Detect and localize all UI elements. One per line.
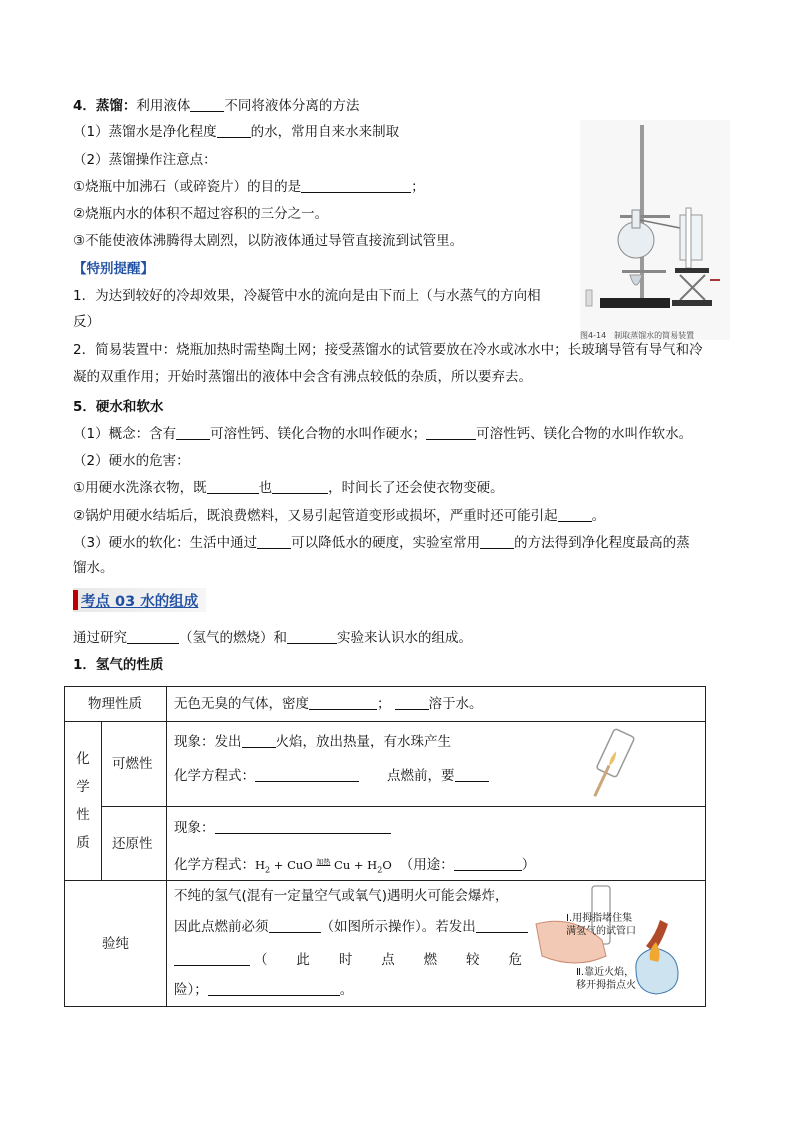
text: （1）蒸馏水是净化程度 [73, 124, 217, 140]
blank[interactable] [217, 123, 251, 138]
text: 点燃前，要 [387, 768, 455, 784]
text: 。 [339, 982, 354, 998]
blank[interactable] [215, 819, 391, 834]
text: ，时间长了还会使衣物变硬。 [328, 480, 504, 496]
text: 的水，常用自来水来制取 [250, 124, 400, 140]
blank[interactable] [269, 918, 321, 933]
sec5-title: 5．硬水和软水 [73, 399, 164, 415]
text: 可溶性钙、镁化合物的水叫作硬水； [210, 426, 427, 442]
blank[interactable] [174, 951, 250, 966]
blank[interactable] [558, 507, 592, 522]
hydrogen-burning-figure [580, 728, 642, 804]
char: 性 [76, 807, 90, 823]
subscript: 2 [265, 865, 271, 875]
text: 的方法得到净化程度最高的蒸 [514, 535, 690, 551]
char: 较 [466, 952, 480, 968]
text: 现象： [174, 820, 215, 836]
spaced-text [254, 950, 522, 970]
char: 时 [338, 952, 353, 968]
char: 化 [76, 751, 90, 767]
text: H [255, 858, 266, 872]
sec4-p2: （2）蒸馏操作注意点： [73, 152, 217, 168]
text: 现象：发出 [174, 734, 242, 750]
blank[interactable] [190, 97, 224, 112]
blank[interactable] [287, 629, 337, 644]
blank[interactable] [455, 767, 489, 782]
text: 移开拇指点火 [576, 980, 636, 991]
purity-line1: 不纯的氢气(混有一定量空气或氧气)遇明火可能会爆炸， [174, 888, 509, 904]
text: 可溶性钙、镁化合物的水叫作软水。 [476, 426, 693, 442]
tip2-a: 2．简易装置中：烧瓶加热时需垫陶土网；接受蒸馏水的试管要放在冷水或冰水中；长玻璃导管有导气和冷 [73, 342, 703, 358]
char: 燃 [423, 952, 438, 968]
row-reduction-head: 还原性 [112, 836, 153, 852]
combustibility-phenomenon [174, 732, 451, 752]
text: 化学方程式： [174, 768, 255, 784]
text: 因此点燃前必须 [174, 919, 269, 935]
kp03-sub1: 1．氢气的性质 [73, 657, 164, 673]
purity-line2 [174, 917, 528, 937]
text: Cu + H [330, 858, 378, 872]
text: 溶于水。 [428, 696, 483, 712]
sec5-c3 [73, 478, 504, 498]
sec5-c2: （2）硬水的危害： [73, 453, 190, 469]
char: （ [254, 952, 268, 968]
row-physical-head: 物理性质 [88, 696, 142, 712]
tip1-b: 反） [73, 314, 100, 330]
kp03-intro [73, 628, 472, 648]
text: + CuO [270, 858, 317, 872]
text: 险）； [174, 982, 208, 998]
text: 化学方程式： [174, 857, 255, 873]
text: 。 [591, 508, 606, 524]
sec4-title-text-a: 利用液体 [136, 98, 191, 114]
text: ； [377, 696, 391, 712]
text: 火焰，放出热量，有水珠产生 [275, 734, 451, 750]
chem-props-label [73, 745, 93, 857]
table-col-line [101, 721, 102, 880]
text: 满氢气的试管口 [566, 926, 636, 937]
text: 通过研究 [73, 630, 127, 646]
tip1-a: 1．为达到较好的冷却效果，冷凝管中水的流向是由下而上（与水蒸气的方向相 [73, 288, 541, 304]
text: Ⅰ.用拇指堵住集 [566, 913, 633, 924]
kp03-heading [73, 588, 206, 612]
sec5-c1 [73, 424, 692, 444]
blank[interactable] [309, 695, 377, 710]
text: ； [411, 179, 425, 195]
sec4-p3 [73, 177, 425, 197]
blank[interactable] [257, 534, 291, 549]
text: ②锅炉用硬水结垢后，既浪费燃料，又易引起管道变形或损坏，严重时还可能引起 [73, 508, 558, 524]
tip2-b: 凝的双重作用；开始时蒸馏出的液体中会含有沸点较低的杂质，所以要弃去。 [73, 369, 532, 385]
sec4-title: 4．蒸馏： [73, 98, 137, 114]
figure-caption: 图4-14 制取蒸馏水的简易装置 [580, 331, 695, 340]
text: 无色无臭的气体，密度 [174, 696, 309, 712]
blank[interactable] [127, 629, 179, 644]
text: 可以降低水的硬度，实验室常用 [291, 535, 481, 551]
char: 点 [381, 952, 395, 968]
purity-line4 [174, 980, 353, 1000]
char: 危 [508, 952, 522, 968]
subscript: 2 [377, 865, 383, 875]
sec5-c5-cont: 馏水。 [73, 560, 114, 576]
reduction-phenomenon [174, 818, 391, 838]
kp03-bar [73, 590, 78, 610]
text: （用途： [399, 857, 454, 873]
reaction-condition: 加热 [316, 858, 331, 866]
text: O [382, 858, 392, 872]
table-row-line [64, 721, 705, 722]
blank[interactable] [208, 981, 340, 996]
distillation-apparatus-figure [580, 120, 730, 340]
equation [255, 858, 392, 875]
text: （氢气的燃烧）和 [179, 630, 287, 646]
blank[interactable] [242, 733, 276, 748]
blank[interactable] [426, 425, 476, 440]
sec4-p4: ②烧瓶内水的体积不超过容积的三分之一。 [73, 206, 329, 222]
blank[interactable] [301, 178, 411, 193]
tip-title: 【特别提醒】 [73, 261, 154, 277]
sec4-title-text-b: 不同将液体分离的方法 [224, 98, 360, 114]
row-combustibility-head: 可燃性 [112, 756, 153, 772]
blank[interactable] [176, 425, 210, 440]
sec4-p5: ③不能使液体沸腾得太剧烈，以防液体通过导管直接流到试管里。 [73, 233, 464, 249]
blank[interactable] [480, 534, 514, 549]
blank[interactable] [476, 918, 528, 933]
text: 也 [258, 480, 273, 496]
char: 此 [296, 952, 310, 968]
text: （1）概念：含有 [73, 426, 177, 442]
row-purity-head: 验纯 [102, 936, 129, 952]
table-row-line [101, 806, 705, 807]
text: Ⅱ.靠近火焰， [576, 967, 635, 978]
blank[interactable] [454, 856, 522, 871]
sec4-title-line [73, 96, 359, 116]
text: ①烧瓶中加沸石（或碎瓷片）的目的是 [73, 179, 302, 195]
purity-line3 [174, 950, 524, 970]
purity-step2-label [576, 966, 636, 992]
blank[interactable] [395, 695, 429, 710]
sec5-c5 [73, 533, 690, 553]
kp03-label: 考点 03 水的组成 [81, 594, 199, 610]
text: 实验来认识水的组成。 [337, 630, 472, 646]
text: （如图所示操作）。若发出 [320, 919, 476, 935]
combustibility-equation [174, 766, 489, 786]
reduction-equation [174, 852, 535, 880]
char: 质 [76, 835, 90, 851]
text: ①用硬水洗涤衣物，既 [73, 480, 207, 496]
blank[interactable] [255, 767, 359, 782]
sec4-p1 [73, 122, 399, 142]
blank[interactable] [272, 479, 328, 494]
char: 学 [76, 779, 90, 795]
text: （3）硬水的软化：生活中通过 [73, 535, 258, 551]
sec5-c4 [73, 506, 605, 526]
row-physical-content [174, 694, 483, 714]
table-col-line [166, 686, 167, 1006]
blank[interactable] [207, 479, 259, 494]
text: ） [521, 857, 536, 873]
purity-step1-label [566, 912, 636, 938]
